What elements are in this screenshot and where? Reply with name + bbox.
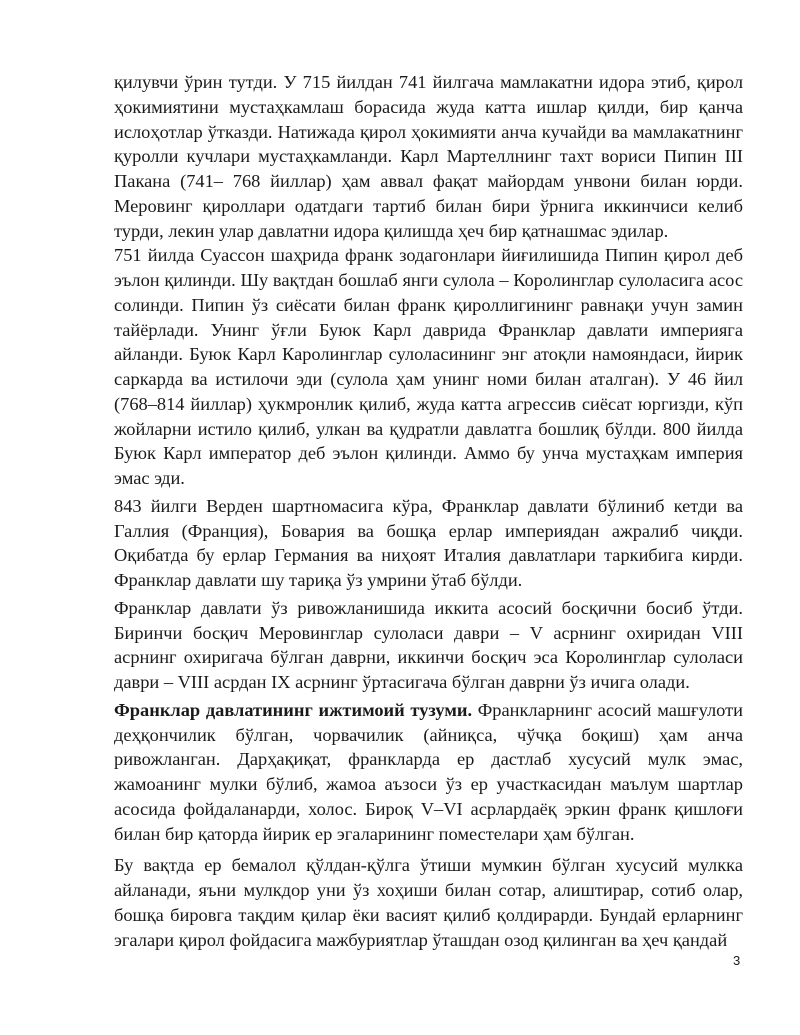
paragraph-5 (114, 698, 743, 847)
paragraph-6: Бу вақтда ер бемалол қўлдан-қўлга ўтиши мумкин бўлган хусусий мулкка айланади, яъни мулкдор уни ўз хоҳиши билан сотар, алиштирар, сотиб олар, бошқа бировга тақдим қилар ёки васият қилиб қолдирарди. Бундай ерларнинг эгалари қирол фойдасига мажбуриятлар ўташдан озод қилинган ва ҳеч қандай (114, 855, 743, 950)
paragraph-5-text: Франкларнинг асосий машғулоти деҳқончилик бўлган, чорвачилик (айниқса, чўчқа боқиш) ҳам анча ривожланган. Дарҳақиқат, франкларда ер дастлаб хусусий мулк эмас, жамоанинг мулки бўлиб, жамоа аъзоси ўз ер участкасидан маълум шартлар асосида фойдаланарди, холос. Бироқ V–VI асрлардаёқ эркин франк қишлоғи билан бир қаторда йирик ер эгаларининг поместелари ҳам бўлган. (114, 699, 743, 844)
section-heading: Франклар давлатининг ижтимоий тузуми. (114, 699, 473, 720)
paragraph-1: қилувчи ўрин тутди. У 715 йилдан 741 йилгача мамлакатни идора этиб, қирол ҳокимиятини мустаҳкамлаш борасида жуда катта ишлар қилди, бир қанча ислоҳотлар ўтказди. Натижада қирол ҳокимияти анча кучайди ва мамлакатнинг қуролли кучлари мустаҳкамланди. Карл Мартеллнинг тахт вориси Пипин III Пакана (741– 768 йиллар) ҳам аввал фақат майордам унвони билан юрди. Меровинг қироллари одатдаги тартиб билан бири ўрнига иккинчиси келиб турди, лекин улар давлатни идора қилишда ҳеч бир қатнашмас эдилар. (114, 72, 743, 241)
paragraph-3: 843 йилги Верден шартномасига кўра, Франклар давлати бўлиниб кетди ва Галлия (Франция), Бовария ва бошқа ерлар империядан ажралиб чиқди. Оқибатда бу ерлар Германия ва ниҳоят Италия давлатлари таркибига кирди. Франклар давлати шу тариқа ўз умрини ўтаб бўлди. (114, 495, 743, 590)
paragraph-2: 751 йилда Суассон шаҳрида франк зодагонлари йиғилишида Пипин қирол деб эълон қилинди. Шу вақтдан бошлаб янги сулола – Королинглар сулоласига асос солинди. Пипин ўз сиёсати билан франк қироллигининг равнақи учун замин тайёрлади. Унинг ўғли Буюк Карл даврида Франклар давлати империяга айланди. Буюк Карл Каролинглар сулоласининг энг атоқли намояндаси, йирик саркарда ва истилочи эди (сулола ҳам унинг номи билан аталган). У 46 йил (768–814 йиллар) ҳукмронлик қилиб, жуда катта агрессив сиёсат юргизди, кўп жойларни истило қилиб, улкан ва қудратли давлатга бошлиқ бўлди. 800 йилда Буюк Карл император деб эълон қилинди. Аммо бу унча мустаҳкам империя эмас эди. (114, 245, 743, 488)
document-page (114, 70, 743, 952)
page-number: 3 (733, 953, 741, 968)
paragraph-4: Франклар давлати ўз ривожланишида иккита асосий босқични босиб ўтди. Биринчи босқич Меровинглар сулоласи даври – V асрнинг охиридан VIII асрнинг охиригача бўлган даврни, иккинчи босқич эса Королинглар сулоласи даври – VIII асрдан IX асрнинг ўртасигача бўлган даврни ўз ичига олади. (114, 597, 743, 692)
